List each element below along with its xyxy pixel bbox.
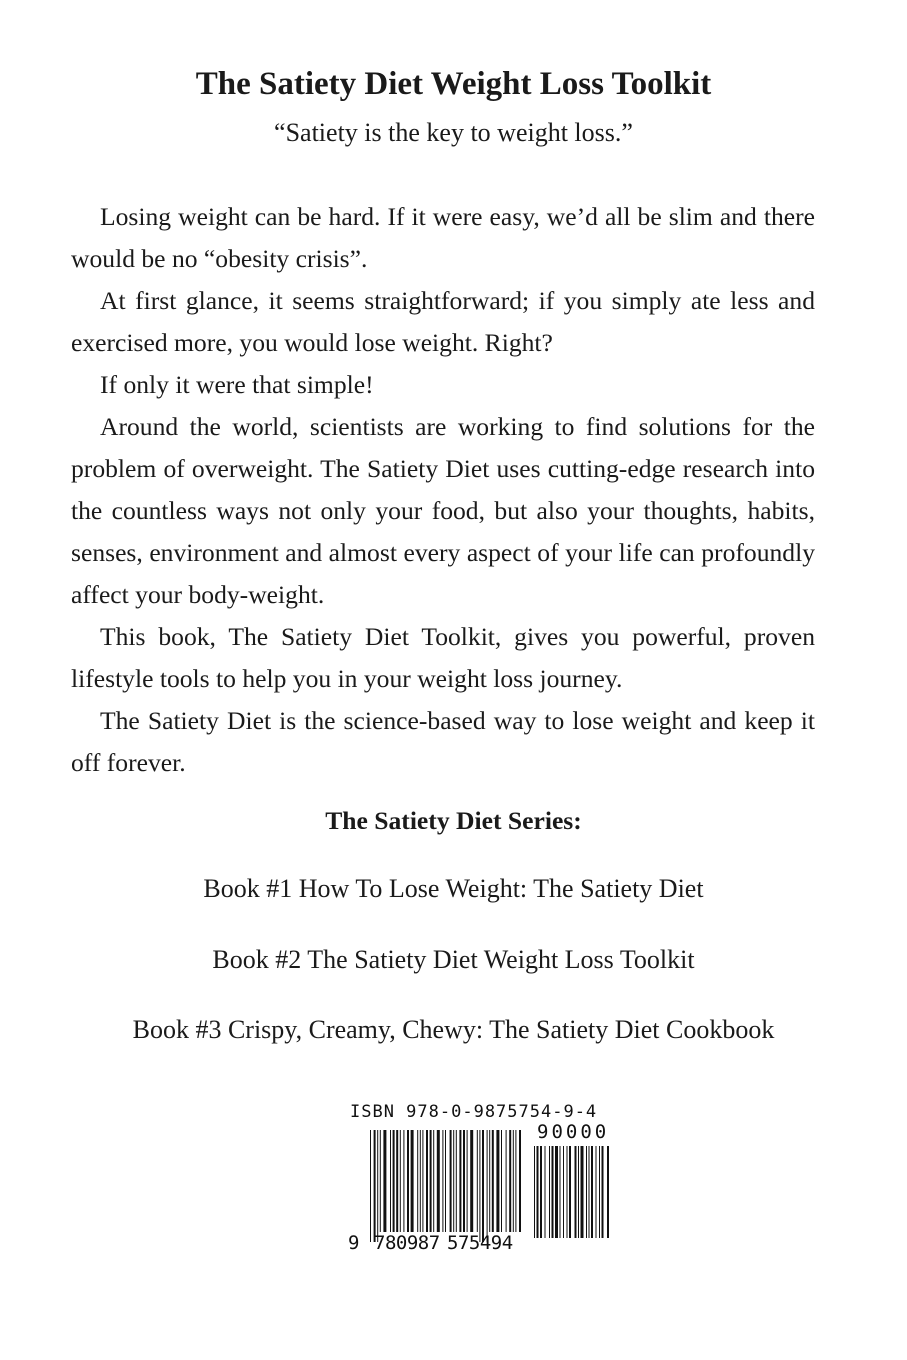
barcode-bar — [459, 1130, 461, 1232]
barcode-bar — [519, 1130, 521, 1232]
price-code: 90000 — [537, 1121, 610, 1143]
barcode-bar — [555, 1146, 558, 1238]
barcode-bar — [513, 1130, 514, 1232]
barcode-bar — [489, 1130, 490, 1232]
tagline: “Satiety is the key to weight loss.” — [274, 118, 633, 147]
paragraph: The Satiety Diet is the science-based way to lose weight and keep it off forever. — [71, 706, 815, 777]
barcode-bar — [537, 1146, 539, 1238]
barcode-bar — [540, 1146, 542, 1238]
barcode-bar — [482, 1130, 484, 1242]
series-book-1: Book #1 How To Lose Weight: The Satiety Diet — [203, 874, 704, 903]
barcode-bar — [506, 1130, 507, 1232]
barcode-lead-digit: 9 — [348, 1232, 360, 1254]
blurb — [71, 196, 815, 784]
paragraph: Losing weight can be hard. If it were easy, we’d all be slim and there would be no “obesity crisis”. — [71, 202, 815, 273]
barcode-bar — [569, 1146, 571, 1238]
barcode-bar — [567, 1146, 568, 1238]
barcode-bar — [456, 1130, 457, 1232]
barcode-bar — [477, 1130, 478, 1232]
barcode-bar — [407, 1130, 409, 1232]
barcode-bar — [422, 1130, 423, 1232]
paragraph: At first glance, it seems straightforward; if you simply ate less and exercised more, you would lose weight. Right? — [71, 286, 815, 357]
barcode-bar — [374, 1130, 376, 1242]
barcode-bar — [534, 1146, 535, 1238]
barcode-bar — [479, 1130, 480, 1242]
barcode-bar — [501, 1130, 502, 1232]
barcode-bar — [607, 1146, 609, 1238]
barcode-bar — [396, 1130, 398, 1232]
barcode-bar — [383, 1130, 386, 1232]
barcode-bar — [596, 1146, 597, 1238]
paragraph: Around the world, scientists are working to find solutions for the problem of overweight. The Satiety Diet uses cutting-edge research into the countless ways not only your food, but also your thoughts, habits, senses, environment and almost every aspect of your life can profoundly affect your body-weight. — [71, 412, 815, 609]
barcode-bar — [492, 1130, 494, 1232]
barcode-bar — [545, 1146, 546, 1238]
barcode-bar — [487, 1130, 488, 1242]
barcode-bar — [470, 1130, 473, 1232]
barcode-bar — [586, 1146, 587, 1238]
barcode-bar — [390, 1130, 391, 1232]
barcode-bar — [552, 1146, 554, 1238]
barcode-bar — [393, 1130, 395, 1232]
barcode-bar — [433, 1130, 434, 1232]
barcode-bar — [591, 1146, 593, 1238]
book-title: The Satiety Diet Weight Loss Toolkit — [195, 66, 712, 102]
barcode-bar — [437, 1130, 440, 1232]
barcode-bar — [467, 1130, 468, 1232]
barcode-bar — [450, 1130, 452, 1232]
isbn-label: ISBN 978-0-9875754-9-4 — [350, 1102, 598, 1122]
barcode-bar — [445, 1130, 446, 1232]
barcode-bar — [509, 1130, 511, 1232]
barcode-bar — [578, 1146, 579, 1238]
paragraph: If only it were that simple! — [100, 370, 374, 399]
paragraph: This book, The Satiety Diet Toolkit, gives you powerful, proven lifestyle tools to help you in your weight loss journey. — [71, 622, 815, 693]
barcode-bar — [581, 1146, 584, 1238]
series-book-3: Book #3 Crispy, Creamy, Chewy: The Satiety Diet Cookbook — [132, 1015, 775, 1044]
series-heading: The Satiety Diet Series: — [325, 806, 582, 835]
barcode-bar — [370, 1130, 371, 1242]
barcode-bar — [549, 1146, 550, 1238]
barcode-bar — [417, 1130, 418, 1232]
barcode-bar — [463, 1130, 465, 1232]
series-book-2: Book #2 The Satiety Diet Weight Loss Toolkit — [212, 945, 695, 974]
barcode-bar — [563, 1146, 564, 1238]
barcode-bar — [400, 1130, 401, 1232]
barcode-bar — [420, 1130, 421, 1232]
isbn-barcode — [344, 1100, 612, 1256]
barcode-bar — [380, 1130, 381, 1232]
barcode-bar — [599, 1146, 600, 1238]
barcode-bar — [453, 1130, 454, 1232]
barcode-bar — [589, 1146, 590, 1238]
barcode-bar — [426, 1130, 428, 1232]
barcode-bar — [377, 1130, 378, 1242]
barcode-bar — [403, 1130, 404, 1232]
barcode-bar — [560, 1146, 561, 1238]
barcode-bar — [442, 1130, 443, 1232]
barcode-digits-left: 780987 — [374, 1232, 440, 1254]
barcode-bar — [515, 1130, 516, 1232]
barcode-bar — [575, 1146, 577, 1238]
barcode-digits-right: 575494 — [447, 1232, 513, 1254]
barcode-bar — [430, 1130, 432, 1232]
barcode-bar — [496, 1130, 499, 1232]
barcode-bar — [602, 1146, 604, 1238]
barcode-bar — [411, 1130, 414, 1232]
